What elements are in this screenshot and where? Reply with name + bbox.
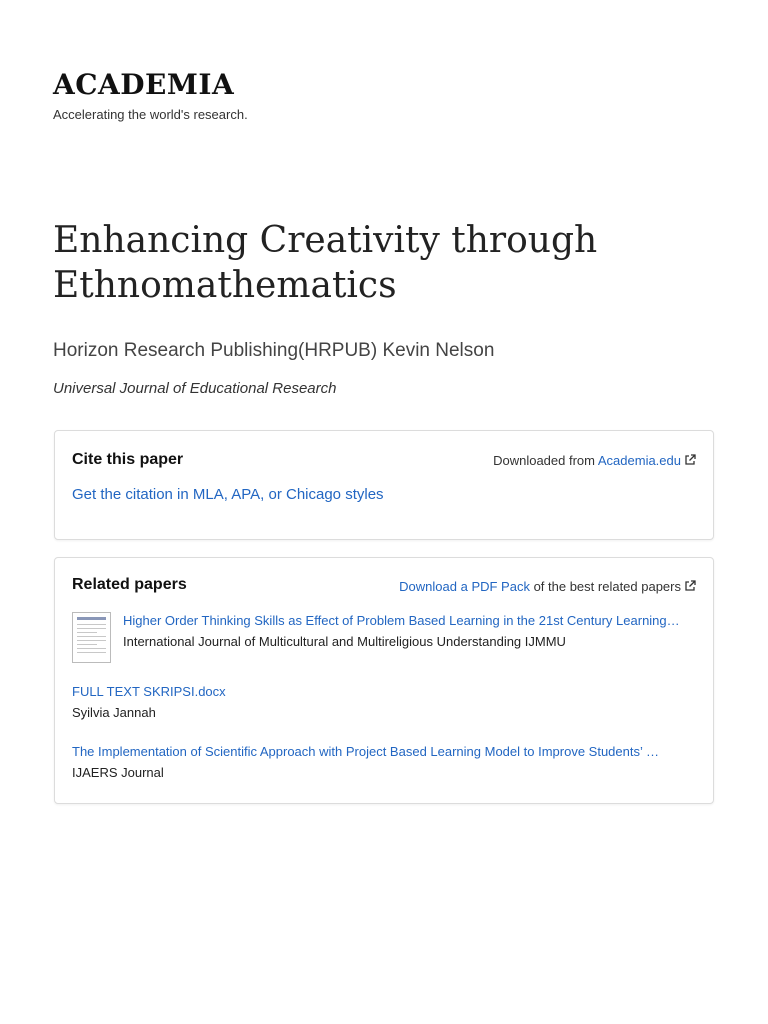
related-paper-title[interactable]: Higher Order Thinking Skills as Effect of Problem Based Learning in the 21st Century Learning… [123, 613, 680, 628]
tagline: Accelerating the world's research. [53, 107, 248, 122]
citation-styles-link[interactable]: Get the citation in MLA, APA, or Chicago styles [72, 486, 384, 503]
related-paper-source: International Journal of Multicultural and Multireligious Understanding IJMMU [123, 634, 566, 649]
related-paper-source: Syilvia Jannah [72, 705, 156, 720]
downloaded-from [493, 453, 696, 468]
academia-edu-link[interactable]: Academia.edu [597, 453, 681, 468]
related-paper-source: IJAERS Journal [72, 765, 164, 780]
paper-journal: Universal Journal of Educational Research [53, 380, 337, 397]
academia-logo[interactable]: ACADEMIA [53, 68, 235, 101]
external-link-icon[interactable] [684, 580, 696, 592]
related-paper-item [72, 743, 697, 781]
related-paper-title[interactable]: FULL TEXT SKRIPSI.docx [72, 684, 226, 699]
brand-header [53, 68, 248, 122]
download-pdf-pack-link[interactable]: Download a PDF Pack [399, 579, 530, 594]
cite-heading: Cite this paper [72, 451, 184, 468]
related-paper-title[interactable]: The Implementation of Scientific Approach with Project Based Learning Model to Improve Students’ … [72, 744, 659, 759]
pack-suffix: of the best related papers [529, 579, 681, 594]
downloaded-prefix: Downloaded from [493, 453, 598, 468]
paper-title: Enhancing Creativity through Ethnomathematics [53, 220, 598, 306]
related-paper-item [72, 683, 697, 721]
external-link-icon[interactable] [684, 454, 696, 466]
related-paper-item [72, 612, 697, 650]
paper-thumbnail[interactable] [72, 612, 111, 663]
cite-card [54, 430, 714, 540]
paper-authors: Horizon Research Publishing(HRPUB) Kevin Nelson [53, 340, 495, 361]
pdf-pack-note [399, 579, 696, 594]
related-papers-card [54, 557, 714, 804]
related-heading: Related papers [72, 576, 187, 593]
